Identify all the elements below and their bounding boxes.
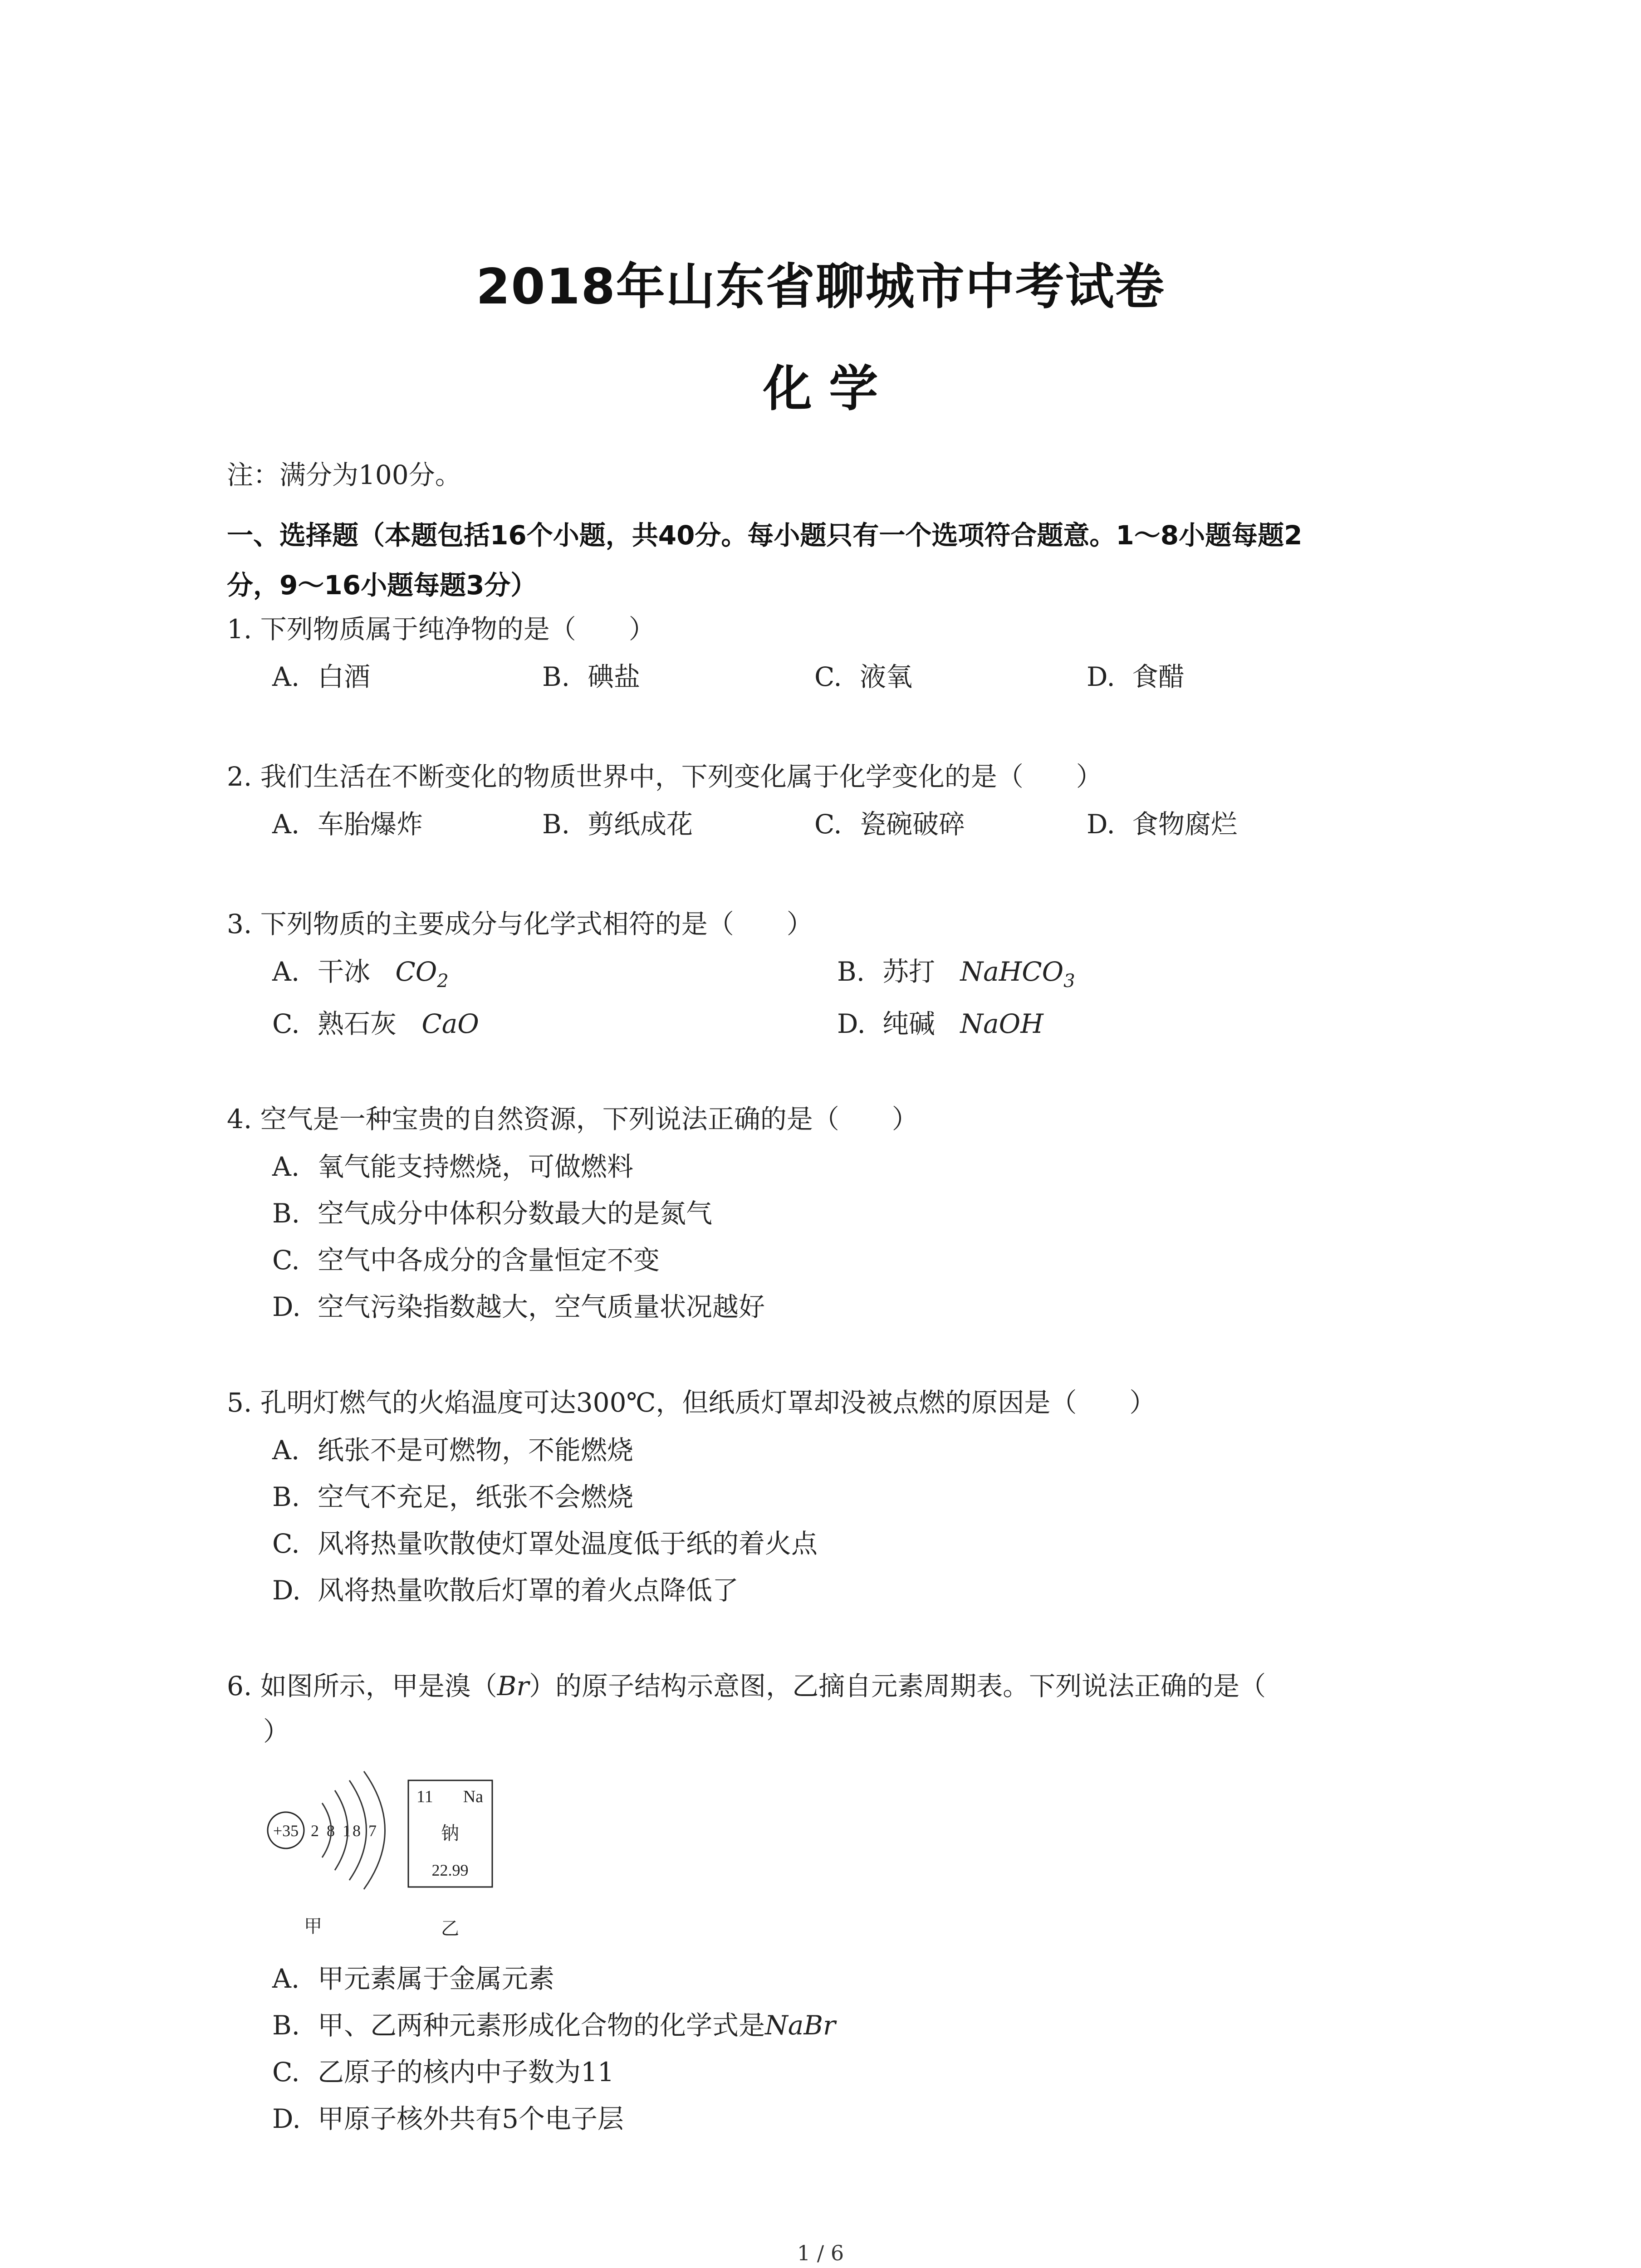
section-heading-line1: 一、选择题（本题包括16个小题，共40分。每小题只有一个选项符合题意。1～8小题每题2	[227, 520, 1303, 551]
question-6-option-d: D. 甲原子核外共有5个电子层	[272, 2103, 624, 2134]
label-yi: 乙	[441, 1918, 459, 1939]
question-5-option-a: A. 纸张不是可燃物，不能燃烧	[272, 1435, 634, 1466]
question-3-option-c: C. 熟石灰 CaO	[272, 1008, 479, 1039]
question-4-option-d: D. 空气污染指数越大，空气质量状况越好	[272, 1291, 765, 1322]
question-6-stem: 6. 如图所示，甲是溴（Br）的原子结构示意图，乙摘自元素周期表。下列说法正确的是（	[227, 1671, 1266, 1701]
question-2-option-b: B. 剪纸成花	[542, 809, 693, 840]
label-jia: 甲	[304, 1916, 322, 1936]
bromine-atom-diagram	[268, 1771, 385, 1936]
question-3-option-a: A. 干冰 $CO_2$	[272, 956, 449, 992]
element-number: 11	[416, 1787, 433, 1806]
question-1-option-a: A. 白酒	[272, 661, 371, 692]
question-1-stem: 1. 下列物质属于纯净物的是（ ）	[227, 614, 655, 645]
question-6-option-c: C. 乙原子的核内中子数为11	[272, 2057, 614, 2087]
question-5-option-d: D. 风将热量吹散后灯罩的着火点降低了	[272, 1575, 739, 1606]
question-6-option-b: B. 甲、乙两种元素形成化合物的化学式是NaBr	[272, 2010, 836, 2041]
question-3-option-b: B. 苏打 NaHCO$_3$	[837, 956, 1075, 992]
question-2-option-a: A. 车胎爆炸	[272, 809, 423, 840]
subject-title: 化 学	[763, 361, 878, 417]
element-mass: 22.99	[431, 1861, 469, 1879]
question-1-option-c: C. 液氧	[814, 661, 913, 692]
page-title: 2018年山东省聊城市中考试卷	[476, 259, 1165, 315]
atom-shell-counts: 2 8 18 7	[311, 1822, 378, 1840]
sodium-periodic-cell	[408, 1780, 492, 1939]
question-5-option-b: B. 空气不充足，纸张不会燃烧	[272, 1481, 634, 1512]
question-4-stem: 4. 空气是一种宝贵的自然资源，下列说法正确的是（ ）	[227, 1104, 918, 1134]
question-3-option-d: D. 纯碱 NaOH	[837, 1008, 1043, 1039]
question-1-option-d: D. 食醋	[1087, 661, 1185, 692]
question-4-option-c: C. 空气中各成分的含量恒定不变	[272, 1245, 660, 1276]
question-2-option-c: C. 瓷碗破碎	[814, 809, 965, 840]
score-note: 注：满分为100分。	[227, 459, 461, 490]
element-name: 钠	[441, 1823, 459, 1843]
question-6-option-a: A. 甲元素属于金属元素	[272, 1963, 555, 1994]
question-5-option-c: C. 风将热量吹散使灯罩处温度低于纸的着火点	[272, 1528, 818, 1559]
section-heading-line2: 分，9～16小题每题3分）	[227, 570, 537, 601]
question-1-option-b: B. 碘盐	[542, 661, 641, 692]
question-5-stem: 5. 孔明灯燃气的火焰温度可达300℃，但纸质灯罩却没被点燃的原因是（ ）	[227, 1387, 1156, 1418]
question-6-stem-line2: ）	[263, 1716, 290, 1747]
atom-nucleus-label: +35	[273, 1822, 299, 1840]
section-heading	[227, 510, 1425, 610]
question-4-option-a: A. 氧气能支持燃烧，可做燃料	[272, 1151, 634, 1182]
question-3-stem: 3. 下列物质的主要成分与化学式相符的是（ ）	[227, 909, 813, 939]
page-number: 1 / 6	[797, 2241, 844, 2265]
question-4-option-b: B. 空气成分中体积分数最大的是氮气	[272, 1198, 713, 1229]
question-2-stem: 2. 我们生活在不断变化的物质世界中，下列变化属于化学变化的是（ ）	[227, 761, 1102, 792]
element-symbol: Na	[463, 1787, 483, 1806]
question-2-option-d: D. 食物腐烂	[1087, 809, 1238, 840]
question-6-figure	[254, 1753, 508, 1944]
